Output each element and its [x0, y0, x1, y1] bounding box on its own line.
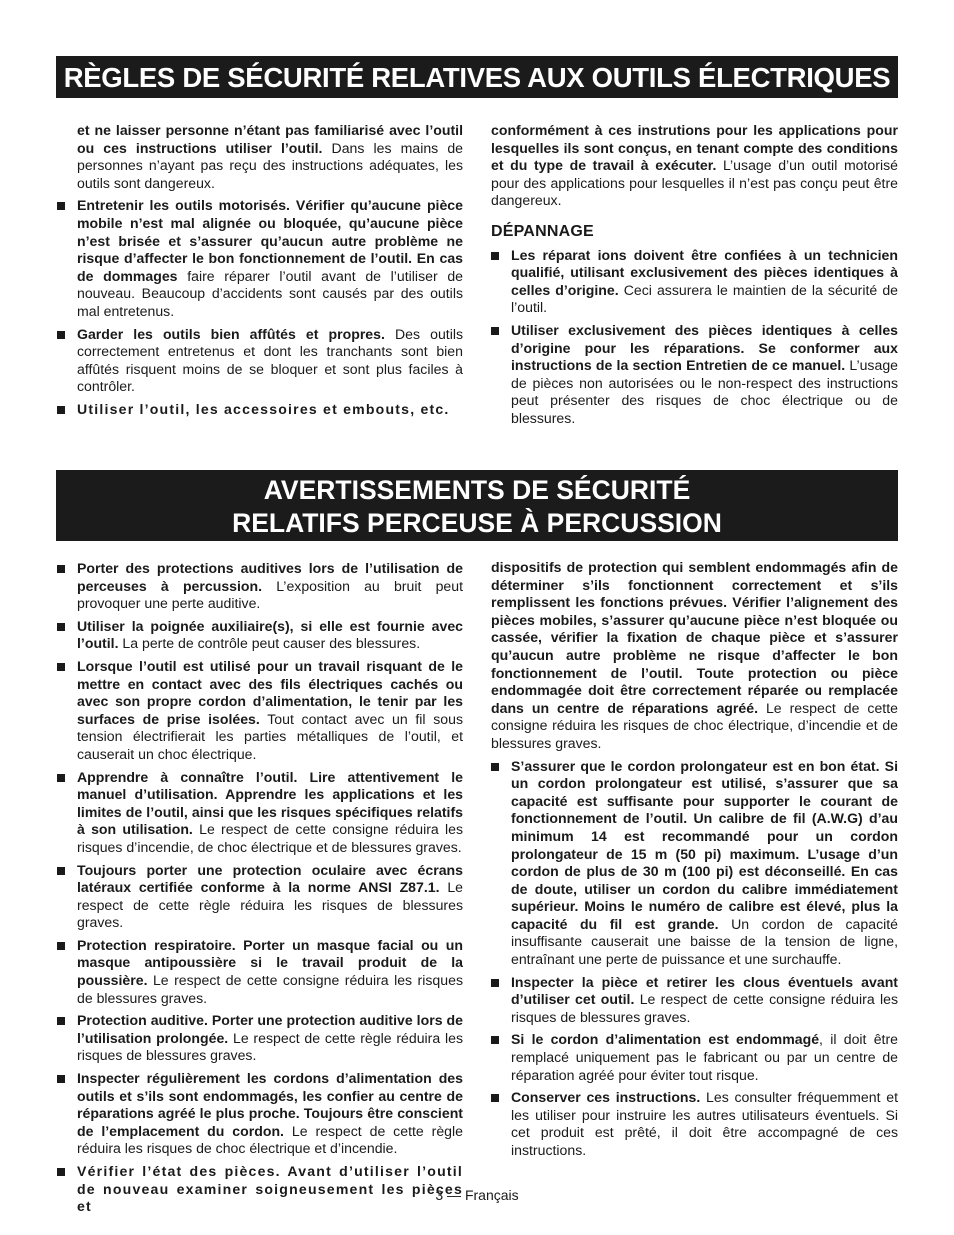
paragraph: conformément à ces instrutions pour les applications pour lesquelles ils sont conçus, en tenant compte des conditions et du type de travail à exécuter. L’usage d’un outil motorisé pour des applications pour lesquelles il n’est pas conçu peut être dangereux.: [491, 122, 898, 209]
bullet-item: Lorsque l’outil est utilisé pour un travail risquant de le mettre en contact avec des fils électriques cachés ou avec son propre cordon d’alimentation, le tenir par les surfaces de prise isolées. Tout contact avec un fil sous tension électrifierait les parties métalliques de l’outil, et causerait un choc électrique.: [57, 658, 463, 764]
bullet-item: Entretenir les outils motorisés. Vérifier qu’aucune pièce mobile n’est mal alignée ou bloquée, qu’aucune pièce n’est brisée et s’assurer qu’aucun autre problème ne risque d’affecter le bon fonctionnement de l’outil. En cas de dommages faire réparer l’outil avant de l’utiliser de nouveau. Beaucoup d’accidents sont causés par des outils mal entretenus.: [57, 197, 463, 320]
bullet-item: Toujours porter une protection oculaire avec écrans latéraux certifiée conforme à la norme ANSI Z87.1. Le respect de cette règle réduira les risques de blessures graves.: [57, 862, 463, 932]
bullet-item: Inspecter régulièrement les cordons d’alimentation des outils et s’ils sont endommagés, les confier au centre de réparations agréé le plus proche. Toujours être conscient de l’emplacement du cordon. Le respect de cette règle réduira les risques de choc électrique et d’incendie.: [57, 1070, 463, 1158]
banner-title-line-2: RELATIFS PERCEUSE À PERCUSSION: [232, 508, 722, 538]
bullet-item: Protection auditive. Porter une protection auditive lors de l’utilisation prolongée. Le respect de cette règle réduira les risques de blessures graves.: [57, 1012, 463, 1065]
bullet-item: Les réparat ions doivent être confiées à un technicien qualifié, utilisant exclusivement des pièces identiques à celles d’origine. Ceci assurera le maintien de la sécurité de l’outil.: [491, 247, 898, 317]
bullet-item: Utiliser la poignée auxiliaire(s), si elle est fournie avec l’outil. La perte de contrôle peut causer des blessures.: [57, 618, 463, 653]
bullet-item: Inspecter la pièce et retirer les clous éventuels avant d’utiliser cet outil. Le respect de cette consigne réduira les risques de blessures graves.: [491, 974, 898, 1027]
bullet-item: Garder les outils bien affûtés et propres. Des outils correctement entretenus et dont les tranchants sont bien affûtés risquent moins de se bloquer et sont plus faciles à contrôler.: [57, 326, 463, 396]
column-4: [491, 559, 898, 1165]
banner-title: RÈGLES DE SÉCURITÉ RELATIVES AUX OUTILS ÉLECTRIQUES: [63, 62, 891, 93]
bullet-item: Vérifier l’état des pièces. Avant d’utiliser l’outil de nouveau examiner soigneusement les pièces et: [57, 1163, 463, 1216]
section-banner-hammer-drill-warnings: [56, 470, 898, 541]
bullet-item: Utiliser l’outil, les accessoires et embouts, etc.: [57, 401, 463, 419]
section-heading: DÉPANNAGE: [491, 222, 594, 240]
column-2: [491, 122, 898, 433]
bullet-item: Si le cordon d’alimentation est endommagé, il doit être remplacé uniquement pas le fabricant ou par un centre de réparation agréé pour éviter tout risque.: [491, 1031, 898, 1084]
paragraph: et ne laisser personne n’étant pas familiarisé avec l’outil ou ces instructions utiliser l’outil. Dans les mains de personnes n’ayant pas reçu des instructions adéquates, les outils sont dangereux.: [77, 122, 464, 191]
section-banner-power-tool-safety: [56, 56, 898, 98]
banner-title-line-1: AVERTISSEMENTS DE SÉCURITÉ: [263, 475, 691, 505]
bullet-item: Porter des protections auditives lors de l’utilisation de perceuses à percussion. L’exposition au bruit peut provoquer une perte auditive.: [57, 560, 463, 613]
column-1: [57, 122, 463, 424]
column-3: [57, 560, 463, 1221]
bullet-item: Conserver ces instructions. Les consulter fréquemment et les utiliser pour instruire les autres utilisateurs éventuels. Si cet produit est prêté, il doit être accompagné de ces instructions.: [491, 1089, 898, 1159]
bullet-item: Apprendre à connaître l’outil. Lire attentivement le manuel d’utilisation. Apprendre les applications et les limites de l’outil, ainsi que les risques spécifiques relatifs à son utilisation. Le respect de cette consigne réduira les risques d’incendie, de choc électrique et de blessures graves.: [57, 769, 463, 857]
paragraph: dispositifs de protection qui semblent endommagés afin de déterminer s’ils fonctionnent correctement et s’ils remplissent les fonctions prévues. Vérifier l’alignement des pièces mobiles, s’assurer qu’aucune pièce n’est bloquée ou cassée, vérifier la fixation de chaque pièce et s’assurer qu’aucun autre problème ne risque d’affecter le bon fonctionnement de l’outil. Toute protection ou pièce endommagée doit être correctement réparée ou remplacée dans un centre de réparations agréé. Le respect de cette consigne réduira les risques de choc électrique, d’incendie et de blessures graves.: [491, 559, 898, 751]
bullet-item: S’assurer que le cordon prolongateur est en bon état. Si un cordon prolongateur est utilisé, s’assurer que sa capacité est suffisante pour supporter le courant de fonctionnement de l’outil. Un calibre de fil (A.W.G) d’au minimum 14 est recommandé pour un cordon prolongateur de 15 m (50 pi) maximum. L’usage d’un cordon de plus de 30 m (100 pi) est déconseillé. En cas de doute, utiliser un cordon du calibre immédiatement supérieur. Moins le numéro de calibre est élevé, plus la capacité du fil est grande. Un cordon de capacité insuffisante causerait une baisse de la tension de ligne, entraînant une perte de puissance et une surchauffe.: [491, 758, 898, 969]
bullet-item: Protection respiratoire. Porter un masque facial ou un masque antipoussière si le travail produit de la poussière. Le respect de cette consigne réduira les risques de blessures graves.: [57, 937, 463, 1007]
page-footer: 3 — Français: [435, 1187, 519, 1203]
bullet-item: Utiliser exclusivement des pièces identiques à celles d’origine pour les réparations. Se conformer aux instructions de la section Entretien de ce manuel. L’usage de pièces non autorisées ou le non-respect des instructions peut présenter des risques de choc électrique ou de blessures.: [491, 322, 898, 428]
